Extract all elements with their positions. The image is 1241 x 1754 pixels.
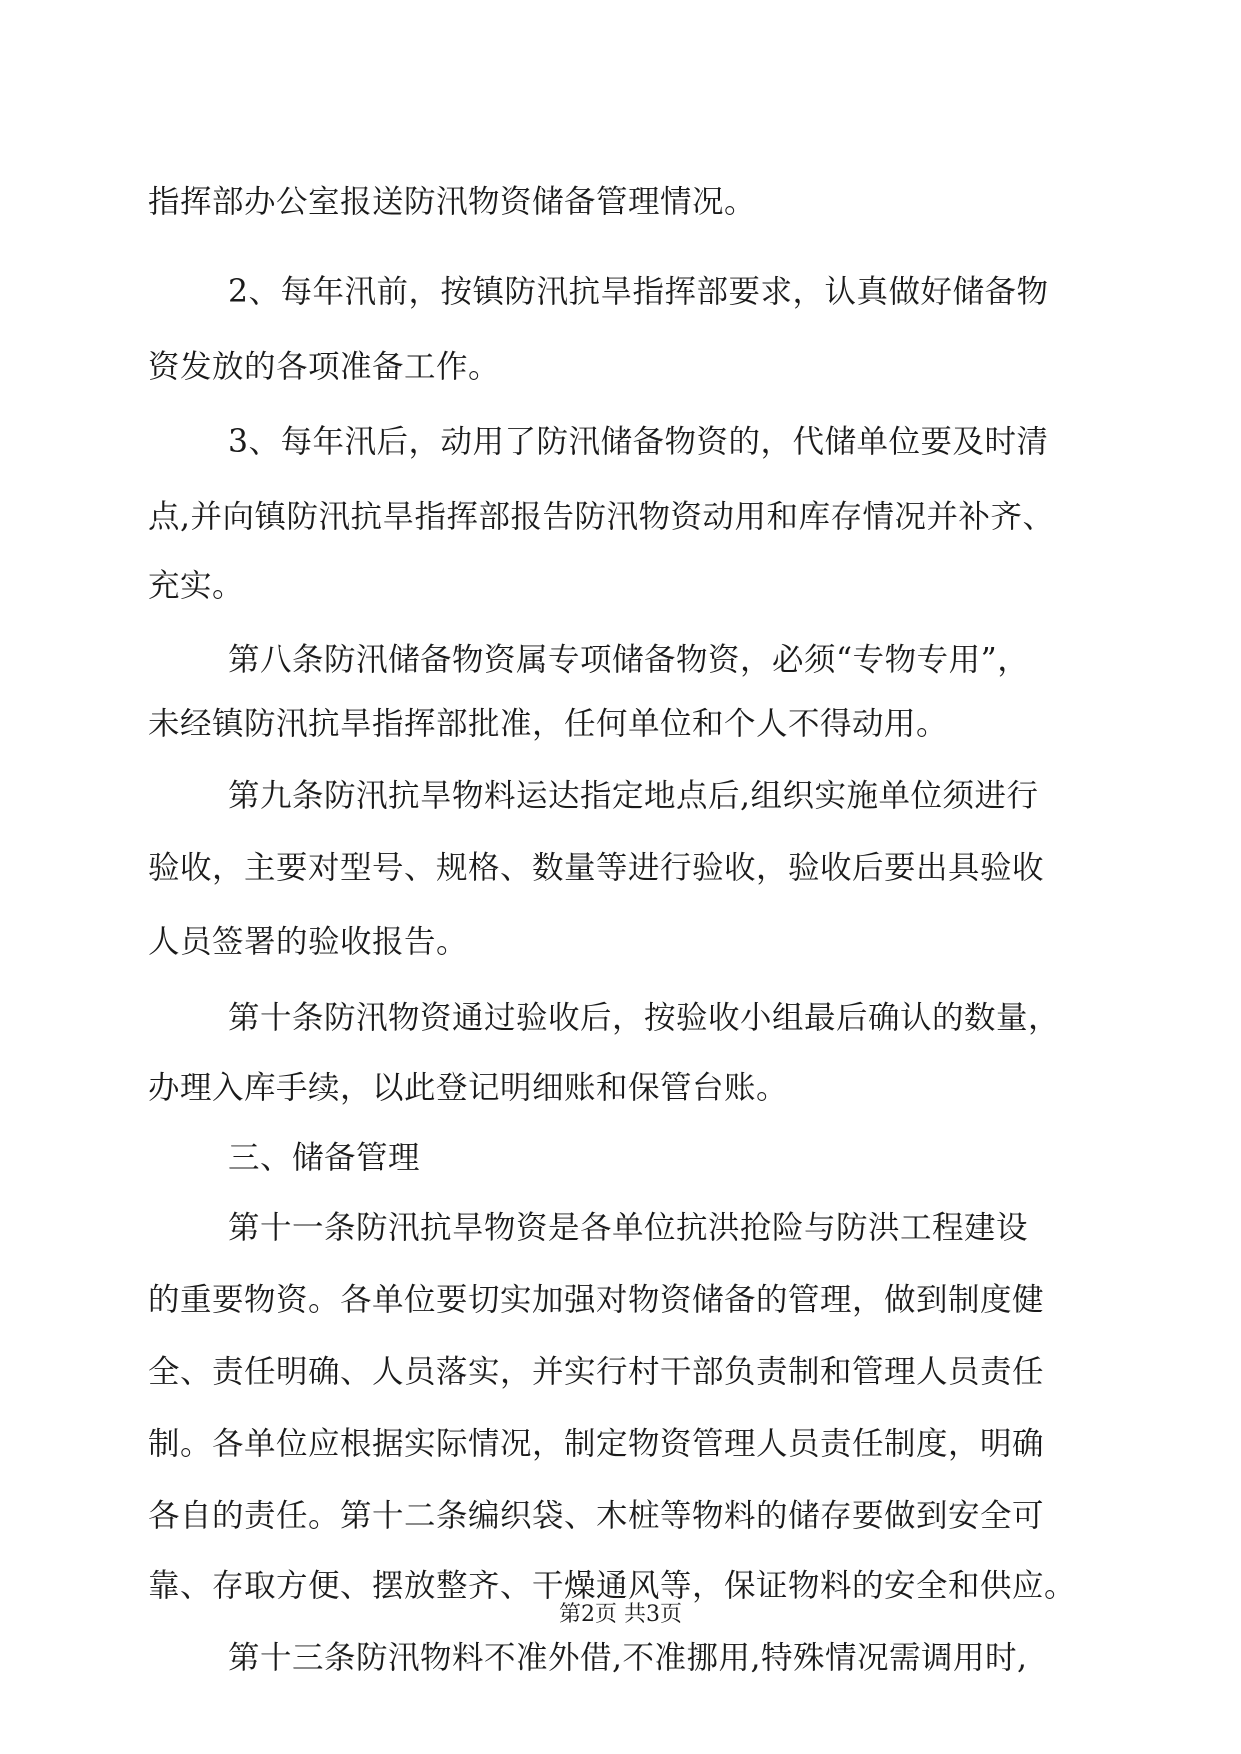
text-line: 未经镇防汛抗旱指挥部批准，任何单位和个人不得动用。 [148, 706, 949, 742]
text-line: 验收，主要对型号、规格、数量等进行验收，验收后要出具验收 [148, 850, 1045, 886]
page-number: 第2页 共3页 [559, 1602, 682, 1627]
text-line: 第八条防汛储备物资属专项储备物资，必须“专物专用”， [228, 642, 1030, 678]
text-line: 第十条防汛物资通过验收后，按验收小组最后确认的数量， [228, 1000, 1061, 1036]
text-line: 点,并向镇防汛抗旱指挥部报告防汛物资动用和库存情况并补齐、 [148, 499, 1055, 535]
text-line: 全、责任明确、人员落实，并实行村干部负责制和管理人员责任 [148, 1354, 1045, 1390]
text-line: 人员签署的验收报告。 [148, 924, 469, 960]
text-line: 充实。 [148, 568, 245, 604]
section-heading: 三、储备管理 [228, 1140, 421, 1176]
text-line: 各自的责任。第十二条编织袋、木桩等物料的储存要做到安全可 [148, 1498, 1045, 1534]
text-line: 资发放的各项准备工作。 [148, 349, 501, 385]
text-line: 指挥部办公室报送防汛物资储备管理情况。 [148, 184, 757, 220]
text-line: 第十一条防汛抗旱物资是各单位抗洪抢险与防洪工程建设 [228, 1210, 1029, 1246]
text-line: 的重要物资。各单位要切实加强对物资储备的管理，做到制度健 [148, 1282, 1045, 1318]
text-line: 第九条防汛抗旱物料运达指定地点后,组织实施单位须进行 [228, 778, 1039, 814]
text-line: 办理入库手续，以此登记明细账和保管台账。 [148, 1070, 789, 1106]
text-line: 制。各单位应根据实际情况，制定物资管理人员责任制度，明确 [148, 1426, 1045, 1462]
text-line: 第十三条防汛物料不准外借,不准挪用,特殊情况需调用时, [228, 1640, 1028, 1676]
text-line: 2、每年汛前，按镇防汛抗旱指挥部要求，认真做好储备物 [228, 274, 1049, 310]
text-line: 靠、存取方便、摆放整齐、干燥通风等，保证物料的安全和供应。 [148, 1568, 1077, 1604]
text-line: 3、每年汛后，动用了防汛储备物资的，代储单位要及时清 [228, 424, 1049, 460]
